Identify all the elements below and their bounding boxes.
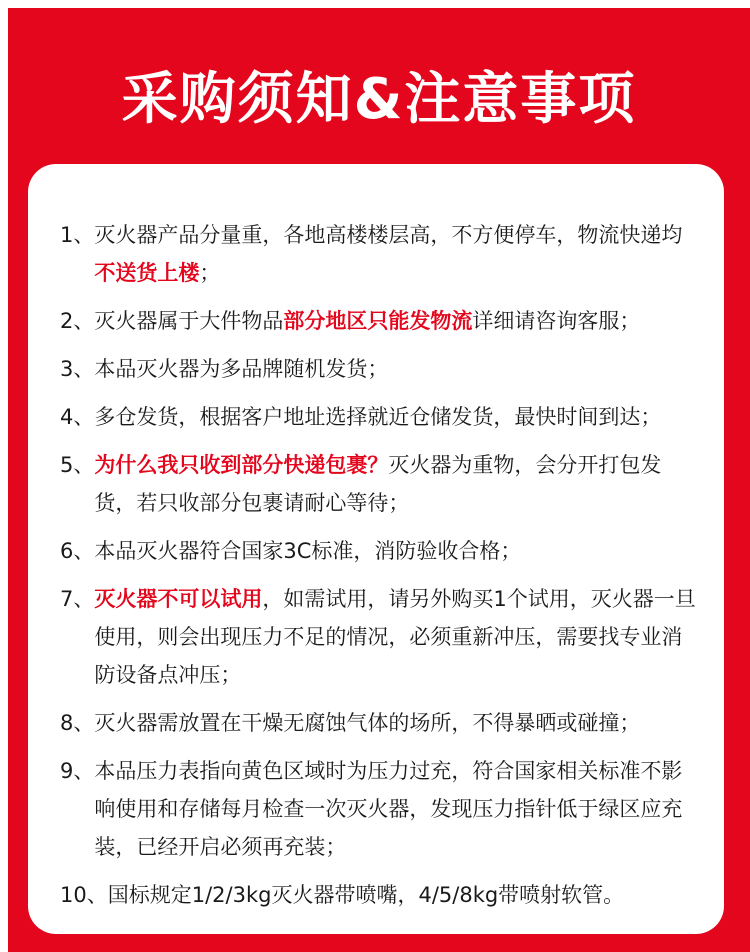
notice-item-10 [60,876,700,914]
item-text [94,532,700,570]
notice-card [28,164,724,934]
highlight-text: 灭火器不可以试用 [94,587,263,611]
notice-item-6 [60,532,700,570]
item-text [94,302,700,340]
text-segment: ； [199,261,221,285]
text-segment: 详细请咨询客服； [472,309,641,333]
notice-item-7 [60,580,700,694]
text-segment: 灭火器需放置在干燥无腐蚀气体的场所，不得暴晒或碰撞； [94,711,641,735]
item-number: 4、 [60,405,95,429]
text-segment: 灭火器产品分量重，各地高楼楼层高，不方便停车，物流快递均 [94,223,683,247]
page-title: 采购须知&注意事项 [121,67,637,132]
item-number: 5、 [60,453,95,477]
notice-item-1 [60,216,700,292]
item-text [94,704,700,742]
text-segment: 国标规定1/2/3kg灭火器带喷嘴，4/5/8kg带喷射软管。 [107,883,625,907]
text-segment: 本品灭火器符合国家3C标准，消防验收合格； [94,539,522,563]
item-text [94,446,700,522]
text-segment: 本品压力表指向黄色区域时为压力过充，符合国家相关标准不影响使用和存储每月检查一次灭火器，发现压力指针低于绿区应充装，已经开启必须再充装； [94,759,683,859]
highlight-text: 不送货上楼 [94,261,200,285]
item-text [94,216,700,292]
item-text [94,580,700,694]
item-number: 7、 [60,587,95,611]
text-segment: 灭火器为重物，会分开打包发货，若只收部分包裹请耐心等待； [94,453,662,515]
item-number: 8、 [60,711,95,735]
notice-item-3 [60,350,700,388]
text-segment: 本品灭火器为多品牌随机发货； [94,357,389,381]
notice-item-8 [60,704,700,742]
notice-item-2 [60,302,700,340]
highlight-text: 部分地区只能发物流 [283,309,473,333]
notice-item-4 [60,398,700,436]
notice-item-5 [60,446,700,522]
item-number: 6、 [60,539,95,563]
item-number: 10、 [60,883,108,907]
item-number: 9、 [60,759,95,783]
notice-item-9 [60,752,700,866]
notice-poster [8,8,750,952]
item-text [94,350,700,388]
text-segment: ，如需试用，请另外购买1个试用，灭火器一旦使用，则会出现压力不足的情况，必须重新冲压，需要找专业消防设备点冲压； [94,587,696,687]
item-text [94,398,700,436]
item-number: 1、 [60,223,95,247]
item-number: 2、 [60,309,95,333]
notice-list [60,216,700,924]
item-number: 3、 [60,357,95,381]
item-text [108,876,700,914]
text-segment: 多仓发货，根据客户地址选择就近仓储发货，最快时间到达； [94,405,662,429]
highlight-text: 为什么我只收到部分快递包裹？ [94,453,389,477]
text-segment: 灭火器属于大件物品 [94,309,284,333]
item-text [94,752,700,866]
